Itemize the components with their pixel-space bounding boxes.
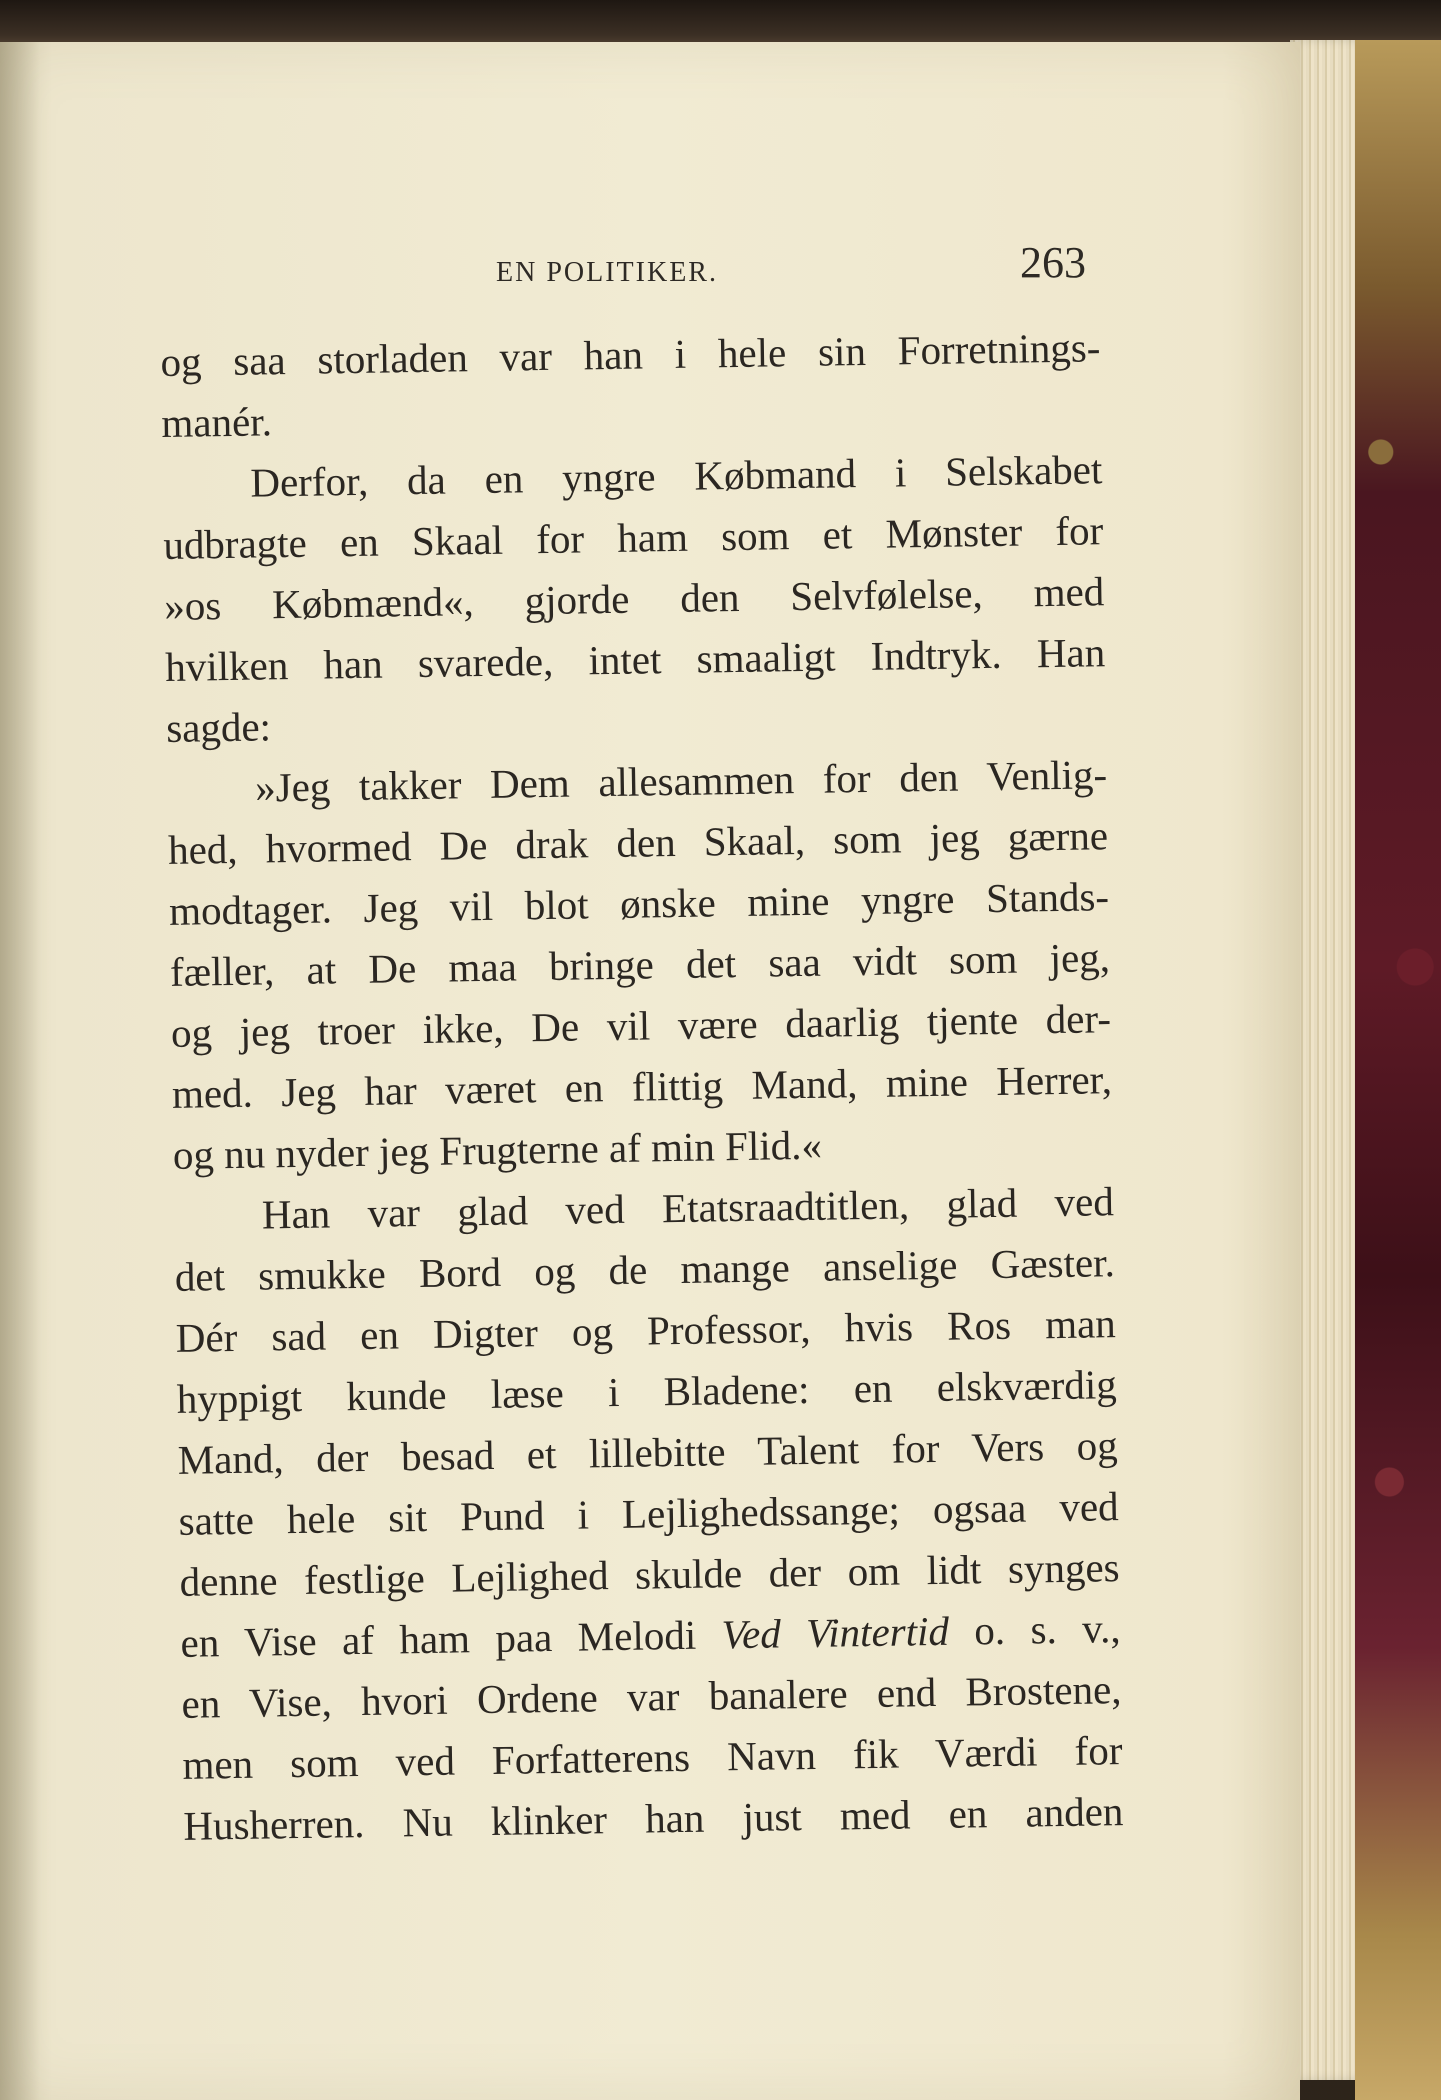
text-line: Dér sad en Digter og Professor, hvis Ros man: [175, 1300, 1117, 1361]
text-line: Han var glad ved Etatsraadtitlen, glad ved: [261, 1178, 1115, 1238]
text-line: en Vise, hvori Ordene var banalere end Brostene,: [181, 1666, 1122, 1727]
text-line: denne festlige Lejlighed skulde der om lidt synges: [179, 1544, 1120, 1605]
text-line: »Jeg takker Dem allesammen for den Venlig-: [254, 751, 1108, 811]
text-line: og saa storladen var han i hele sin Forretnings-: [160, 324, 1101, 385]
text-line: satte hele sit Pund i Lejlighedssange; ogsaa ved: [178, 1483, 1119, 1544]
page-number: 263: [1020, 238, 1086, 287]
text-line: Derfor, da en yngre Købmand i Selskabet: [250, 446, 1103, 506]
text-line: »os Købmænd«, gjorde den Selvfølelse, med: [163, 568, 1105, 629]
text-line: fæller, at De maa bringe det saa vidt som jeg,: [169, 934, 1111, 995]
text-line: og jeg troer ikke, De vil være daarlig tjente der-: [170, 995, 1112, 1056]
text-segment: o. s. v.,: [948, 1605, 1121, 1654]
text-line: Mand, der besad et lillebitte Talent for Vers og: [177, 1422, 1118, 1483]
body-text: [160, 317, 1124, 1857]
text-segment: en Vise af ham paa Melodi: [180, 1611, 722, 1666]
italic-title: Ved Vintertid: [721, 1607, 950, 1658]
page-block-edge: [1290, 40, 1360, 2080]
text-line: sagde:: [165, 703, 272, 751]
text-line: manér.: [161, 398, 273, 446]
text-line: men som ved Forfatterens Navn fik Værdi for: [182, 1727, 1123, 1788]
text-line: hyppigt kunde læse i Bladene: en elskværdig: [176, 1361, 1118, 1422]
text-line: det smukke Bord og de mange anselige Gæster.: [174, 1239, 1116, 1300]
text-line: modtager. Jeg vil blot ønske mine yngre Stands-: [168, 873, 1110, 934]
text-line: og nu nyder jeg Frugterne af min Flid.«: [172, 1121, 823, 1178]
marbled-cover: [1355, 40, 1441, 2100]
text-line: hed, hvormed De drak den Skaal, som jeg gærne: [167, 812, 1109, 873]
gutter-shadow: [0, 42, 40, 2100]
text-line: hvilken han svarede, intet smaaligt Indtryk. Han: [164, 629, 1106, 690]
text-line: med. Jeg har været en flittig Mand, mine Herrer,: [171, 1056, 1113, 1117]
running-head: EN POLITIKER.: [496, 257, 718, 288]
book-page: [0, 42, 1300, 2100]
text-line: udbragte en Skaal for ham som et Mønster for: [162, 507, 1104, 568]
page-header: [0, 207, 1300, 287]
text-line: Husherren. Nu klinker han just med en anden: [183, 1788, 1124, 1849]
